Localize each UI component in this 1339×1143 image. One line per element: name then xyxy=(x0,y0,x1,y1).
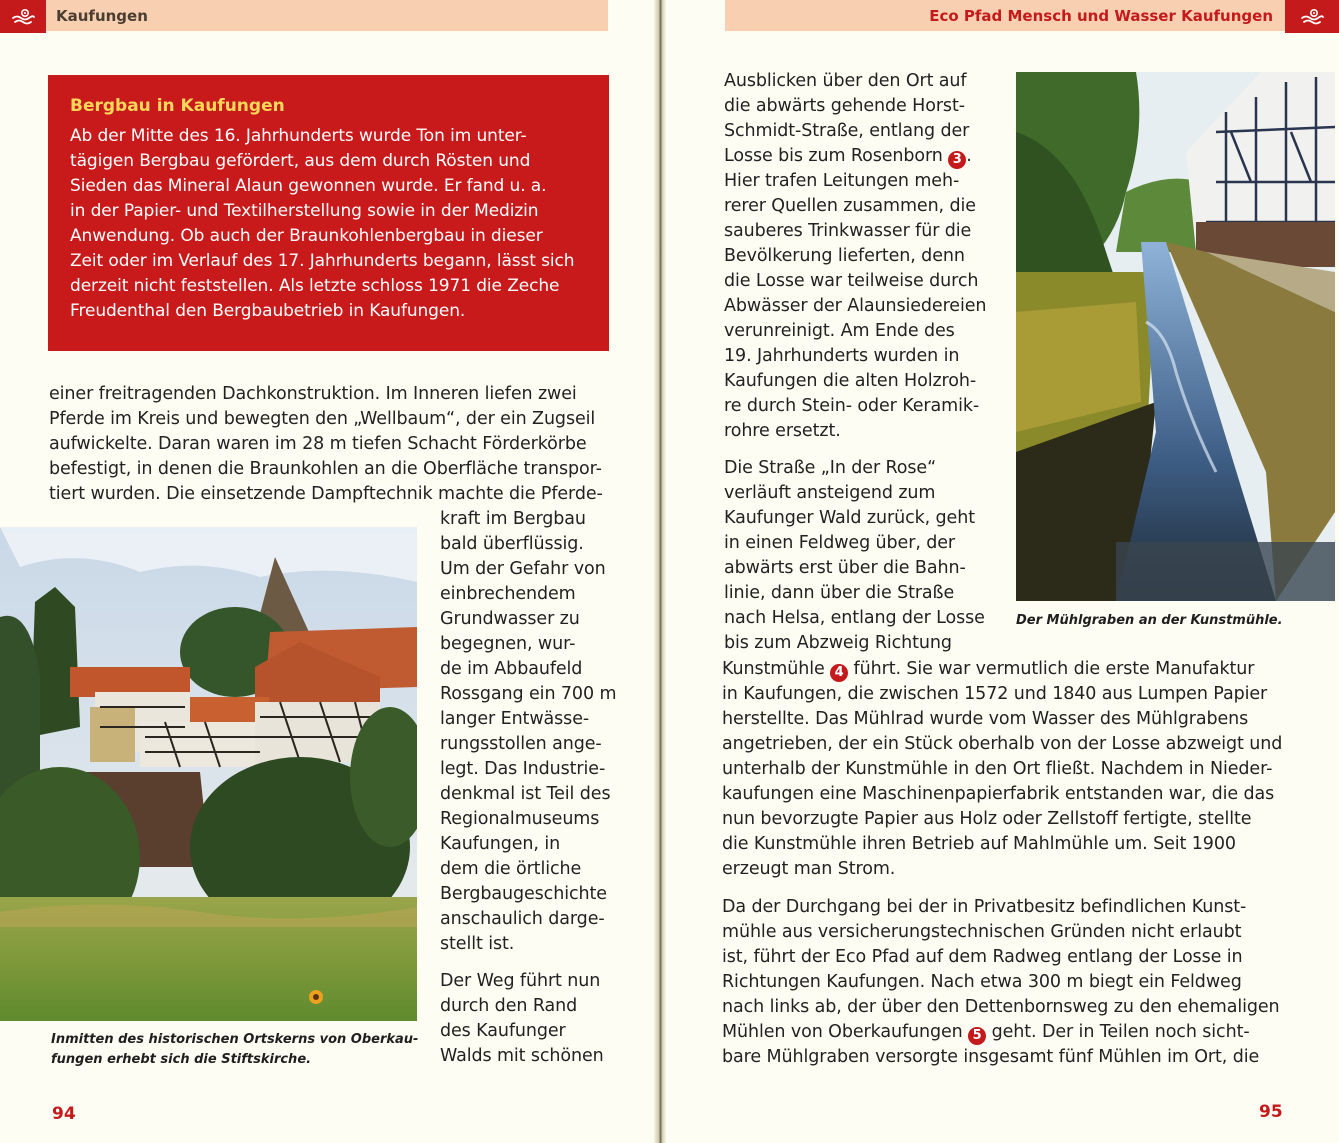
text-line: Die Straße „In der Rose“ xyxy=(724,458,937,478)
text-line: stellt ist. xyxy=(440,934,515,954)
mill-race-photo-illustration xyxy=(1016,72,1335,601)
info-line: Sieden das Mineral Alaun gewonnen wurde. Er fand u. a. xyxy=(70,176,547,196)
text-line: nun bevorzugte Papier aus Holz oder Zellstoff fertigte, stellte xyxy=(722,809,1252,829)
text-line: Kaufungen die alten Holzroh- xyxy=(724,371,977,391)
text-line: Hier trafen Leitungen meh- xyxy=(724,171,960,191)
text-line: sauberes Trinkwasser für die xyxy=(724,221,972,241)
text-line: kaufungen eine Maschinenpapierfabrik entstanden war, die das xyxy=(722,784,1275,804)
header-logo-left xyxy=(0,0,46,33)
text-line: Grundwasser zu xyxy=(440,609,580,629)
text-line: Rossgang ein 700 m xyxy=(440,684,617,704)
book-gutter xyxy=(654,0,666,1143)
caption-line: fungen erhebt sich die Stiftskirche. xyxy=(51,1052,312,1067)
village-photo-illustration xyxy=(0,527,417,1021)
text-line: die Kunstmühle ihren Betrieb auf Mahlmühle um. Seit 1900 xyxy=(722,834,1236,854)
text-line: des Kaufunger xyxy=(440,1021,566,1041)
text-line: Regionalmuseums xyxy=(440,809,600,829)
text-line: mühle aus versicherungstechnischen Gründen nicht erlaubt xyxy=(722,922,1242,942)
text-line: Bevölkerung lieferten, denn xyxy=(724,246,965,266)
text-line: Pferde im Kreis und bewegten den „Wellbaum“, der ein Zugseil xyxy=(49,409,596,429)
chapter-title: Kaufungen xyxy=(56,6,148,25)
text-line: Kaufunger Wald zurück, geht xyxy=(724,508,975,528)
text-line: in Kaufungen, die zwischen 1572 und 1840 aus Lumpen Papier xyxy=(722,684,1268,704)
photo-caption-right: Der Mühlgraben an der Kunstmühle. xyxy=(1016,613,1283,628)
text-line: bis zum Abzweig Richtung xyxy=(724,633,952,653)
page-number-left: 94 xyxy=(52,1104,76,1124)
text-fragment: geht. Der in Teilen noch sicht- xyxy=(986,1022,1250,1042)
caption-line: Inmitten des historischen Ortskerns von Oberkau- xyxy=(51,1032,419,1047)
water-wave-logo-icon xyxy=(10,7,36,27)
body-paragraph-wide xyxy=(49,382,619,507)
text-line: angetrieben, der ein Stück oberhalb von der Losse abzweigt und xyxy=(722,734,1283,754)
photo-muehlgraben xyxy=(1016,72,1335,601)
text-line: rohre ersetzt. xyxy=(724,421,841,441)
text-line: verläuft ansteigend zum xyxy=(724,483,936,503)
text-fragment: führt. Sie war vermutlich die erste Manufaktur xyxy=(848,659,1255,679)
info-line: in der Papier- und Textilherstellung sowie in der Medizin xyxy=(70,201,539,221)
info-line: Anwendung. Ob auch der Braunkohlenbergbau in dieser xyxy=(70,226,543,246)
text-line: einer freitragenden Dachkonstruktion. Im Inneren liefen zwei xyxy=(49,384,577,404)
text-line: befestigt, in denen die Braunkohlen an die Oberfläche transpor- xyxy=(49,459,602,479)
text-line: denkmal ist Teil des xyxy=(440,784,611,804)
text-line-with-marker xyxy=(722,1020,1302,1045)
text-line: dem die örtliche xyxy=(440,859,582,879)
info-line: tägigen Bergbau gefördert, aus dem durch Rösten und xyxy=(70,151,531,171)
text-line: unterhalb der Kunstmühle in den Ort fließt. Nachdem in Nieder- xyxy=(722,759,1273,779)
text-line: aufwickelte. Daran waren im 28 m tiefen Schacht Förderkörbe xyxy=(49,434,587,454)
left-page xyxy=(0,0,660,1143)
text-line: langer Entwässe- xyxy=(440,709,590,729)
body-paragraph-narrow xyxy=(440,507,620,1069)
text-line: Abwässer der Alaunsiedereien xyxy=(724,296,987,316)
water-wave-logo-icon xyxy=(1299,7,1325,27)
text-line: rerer Quellen zusammen, die xyxy=(724,196,976,216)
text-line: die Losse war teilweise durch xyxy=(724,271,979,291)
body-paragraph-right-wide xyxy=(722,657,1302,882)
info-line: Zeit oder im Verlauf des 17. Jahrhunderts begann, lässt sich xyxy=(70,251,575,271)
text-line: Bergbaugeschichte xyxy=(440,884,607,904)
info-line: derzeit nicht feststellen. Als letzte schloss 1971 die Zeche xyxy=(70,276,560,296)
text-line: 19. Jahrhunderts wurden in xyxy=(724,346,960,366)
text-line: begegnen, wur- xyxy=(440,634,576,654)
running-header-right xyxy=(725,0,1285,31)
text-line: erzeugt man Strom. xyxy=(722,859,896,879)
text-line: Ausblicken über den Ort auf xyxy=(724,71,967,91)
text-line: rungsstollen ange- xyxy=(440,734,602,754)
page-number-right: 95 xyxy=(1259,1102,1283,1122)
text-line: die abwärts gehende Horst- xyxy=(724,96,965,116)
body-column-right xyxy=(724,69,1009,656)
text-line: re durch Stein- oder Keramik- xyxy=(724,396,980,416)
text-line: tiert wurden. Die einsetzende Dampftechnik machte die Pferde- xyxy=(49,484,603,504)
text-line: Richtungen Kaufungen. Nach etwa 300 m biegt ein Feldweg xyxy=(722,972,1242,992)
text-line: in einen Feldweg über, der xyxy=(724,533,956,553)
header-logo-right xyxy=(1285,0,1339,33)
body-paragraph-right-wide-2 xyxy=(722,895,1302,1070)
info-box-bergbau xyxy=(48,75,609,351)
text-line: Um der Gefahr von xyxy=(440,559,606,579)
text-line-with-marker xyxy=(724,144,1009,169)
info-box-text xyxy=(70,124,587,324)
text-line: Walds mit schönen xyxy=(440,1046,604,1066)
text-line: bald überflüssig. xyxy=(440,534,584,554)
text-line: linie, dann über die Straße xyxy=(724,583,955,603)
text-line: bare Mühlgraben versorgte insgesamt fünf Mühlen im Ort, die xyxy=(722,1047,1260,1067)
running-header-left xyxy=(46,0,608,31)
text-line: verunreinigt. Am Ende des xyxy=(724,321,955,341)
text-fragment: Losse bis zum Rosenborn xyxy=(724,146,949,166)
route-marker-3-icon: 3 xyxy=(948,151,966,169)
text-line: ist, führt der Eco Pfad auf dem Radweg entlang der Losse in xyxy=(722,947,1243,967)
route-marker-4-icon: 4 xyxy=(830,664,848,682)
text-line: einbrechendem xyxy=(440,584,576,604)
text-line: Da der Durchgang bei der in Privatbesitz befindlichen Kunst- xyxy=(722,897,1247,917)
info-line: Freudenthal den Bergbaubetrieb in Kaufungen. xyxy=(70,301,466,321)
text-line: legt. Das Industrie- xyxy=(440,759,606,779)
photo-caption-left xyxy=(51,1030,421,1070)
text-fragment: . xyxy=(966,146,972,166)
text-line: de im Abbaufeld xyxy=(440,659,583,679)
section-title: Eco Pfad Mensch und Wasser Kaufungen xyxy=(929,6,1273,25)
text-line: nach Helsa, entlang der Losse xyxy=(724,608,985,628)
info-box-title: Bergbau in Kaufungen xyxy=(70,96,285,116)
text-fragment: Kunstmühle xyxy=(722,659,831,679)
text-line: Kaufungen, in xyxy=(440,834,561,854)
info-line: Ab der Mitte des 16. Jahrhunderts wurde Ton im unter- xyxy=(70,126,527,146)
text-line: durch den Rand xyxy=(440,996,578,1016)
text-line: abwärts erst über die Bahn- xyxy=(724,558,966,578)
text-line: nach links ab, der über den Dettenbornsweg zu den ehemaligen xyxy=(722,997,1280,1017)
text-line: Der Weg führt nun xyxy=(440,971,601,991)
route-marker-5-icon: 5 xyxy=(968,1027,986,1045)
text-line: anschaulich darge- xyxy=(440,909,605,929)
photo-village-stiftskirche xyxy=(0,527,417,1021)
text-line-with-marker xyxy=(722,657,1302,682)
text-line: kraft im Bergbau xyxy=(440,509,586,529)
text-line: herstellte. Das Mühlrad wurde vom Wasser des Mühlgrabens xyxy=(722,709,1249,729)
text-fragment: Mühlen von Oberkaufungen xyxy=(722,1022,969,1042)
text-line: Schmidt-Straße, entlang der xyxy=(724,121,970,141)
